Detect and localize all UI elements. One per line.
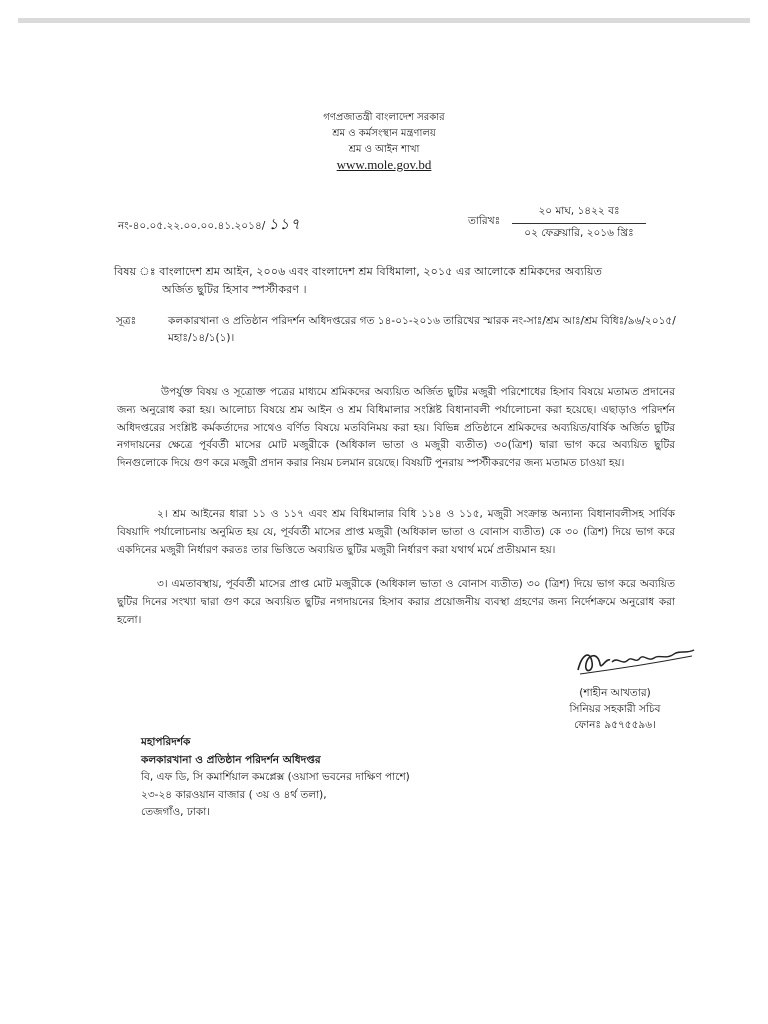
recipient-address-3: তেজগাঁও, ঢাকা। [141, 806, 210, 818]
government-name: গণপ্রজাতন্ত্রী বাংলাদেশ সরকার [323, 112, 445, 123]
recipient-address-2: ২৩-২৪ কারওয়ান বাজার ( ৩য় ও ৪র্থ তলা), [141, 788, 327, 801]
recipient-title: মহাপরিদর্শক [141, 736, 191, 748]
subject-label: বিষয় ঃ [114, 265, 156, 278]
reference-label: সূত্রঃ [116, 315, 137, 327]
ministry-name: শ্রম ও কর্মসংস্থান মন্ত্রণালয় [332, 128, 436, 139]
signatory-phone: ফোনঃ ৯৫৭৫৫৯৬। [574, 719, 656, 731]
date-bangla: ২০ মাঘ, ১৪২২ বঃ [512, 204, 646, 224]
subject-block [114, 263, 654, 299]
memo-number-text: নং-৪০.০৫.২২.০০.০০.৪১.২০১৪/ [118, 220, 266, 232]
signatory-name: (শাহীন আখতার) [579, 687, 651, 699]
reference-text: কলকারখানা ও প্রতিষ্ঠান পরিদর্শন অধিদপ্তরের গত ১৪-০১-২০১৬ তারিখের স্মারক নং-সাঃ/শ্রম আঃ/শ্রম বিধিঃ/৯৬/২০১৫/মহাঃ/১৪/১(১)। [168, 315, 676, 344]
date-label: তারিখঃ [468, 215, 501, 227]
date-english: ০২ ফেব্রুয়ারি, ২০১৬ খ্রিঃ [524, 227, 634, 239]
reference-block [116, 313, 676, 347]
recipient-address-1: বি, এফ ডি, সি কমার্শিয়াল কমপ্লেক্স (ওয়াসা ভবনের দাক্ষিণ পাশে) [141, 771, 410, 783]
memo-number [118, 213, 301, 238]
website-link[interactable]: www.mole.gov.bd [336, 157, 432, 172]
body-paragraph-2: ২। শ্রম আইনের ধারা ১১ ও ১১৭ এবং শ্রম বিধিমালার বিধি ১১৪ ও ১১৫, মজুরী সংক্রান্ত অন্যান্য বিধানাবলীসহ সার্বিক বিষয়াদি পর্যালোচনায় অনুমিত হয় যে, পূর্ববর্তী মাসের প্রাপ্ত মজুরী (অধিকাল ভাতা ও বোনাস ব্যতীত) কে ৩০ (ত্রিশ) দিয়ে ভাগ করে একদিনের মজুরী নির্ধারণ করতঃ তার ভিত্তিতে অব্যয়িত ছুটির মজুরী নির্ধারণ করা যথার্থ মর্মে প্রতীয়মান হয়। [117, 508, 675, 556]
body-paragraph-1: উপর্যুক্ত বিষয় ও সূত্রোক্ত পত্রের মাধ্যমে শ্রমিকদের অব্যয়িত অর্জিত ছুটির মজুরী পরিশোধের হিসাব বিষয়ে মতামত প্রদানের জন্য অনুরোধ করা হয়। আলোচ্য বিষয়ে শ্রম আইন ও শ্রম বিধিমালার সংশ্লিষ্ট বিধানাবলী পর্যালোচনা করা হয়েছে। এছাড়াও পরিদর্শন অধিদপ্তরের সংশ্লিষ্ট কর্মকর্তাদের সাথেও বর্ণিত বিষয়ে মতবিনিময় করা হয়। বিভিন্ন প্রতিষ্ঠানে শ্রমিকদের অব্যয়িত/বার্ষিক অর্জিত ছুটির নগদায়নের ক্ষেত্রে পূর্ববর্তী মাসের মোট মজুরীকে (অধিকাল ভাতা ও মজুরী ব্যতীত) ৩০(ত্রিশ) দ্বারা ভাগ করে অব্যয়িত ছুটির দিনগুলোকে দিয়ে গুণ করে মজুরী প্রদান করার নিয়ম চলমান রয়েছে। বিষয়টি পুনরায় স্পস্টীকরণের জন্য মতামত চাওয়া হয়। [117, 386, 675, 470]
section-name: শ্রম ও আইন শাখা [348, 144, 420, 155]
body-paragraph-3: ৩। এমতাবস্থায়, পূর্ববর্তী মাসের প্রাপ্ত মোট মজুরীকে (অধিকাল ভাতা ও বোনাস ব্যতীত) ৩০ (ত্রিশ) দিয়ে ভাগ করে অব্যয়িত ছুটির দিনের সংখ্যা দ্বারা গুণ করে অব্যয়িত ছুটির নগদায়নের হিসাব করার প্রয়োজনীয় ব্যবস্থা গ্রহণের জন্য নির্দেশক্রমে অনুরোধ করা হলো। [117, 578, 675, 626]
recipient-office: কলকারখানা ও প্রতিষ্ঠান পরিদর্শন অধিদপ্তর [141, 753, 321, 766]
recipient-block [141, 734, 410, 822]
subject-line-2: অর্জিত ছুটির হিসাব স্পস্টীকরণ । [162, 283, 307, 296]
scan-top-edge [18, 18, 750, 23]
subject-line-1: বাংলাদেশ শ্রম আইন, ২০০৬ এবং বাংলাদেশ শ্রম বিধিমালা, ২০১৫ এর আলোকে শ্রমিকদের অব্যয়িত [159, 265, 603, 278]
signatory-designation: সিনিয়র সহকারী সচিব [569, 703, 661, 715]
handwritten-signature [570, 640, 700, 682]
memo-handwritten-number: ১১৭ [268, 215, 301, 233]
signatory-block [560, 685, 670, 733]
